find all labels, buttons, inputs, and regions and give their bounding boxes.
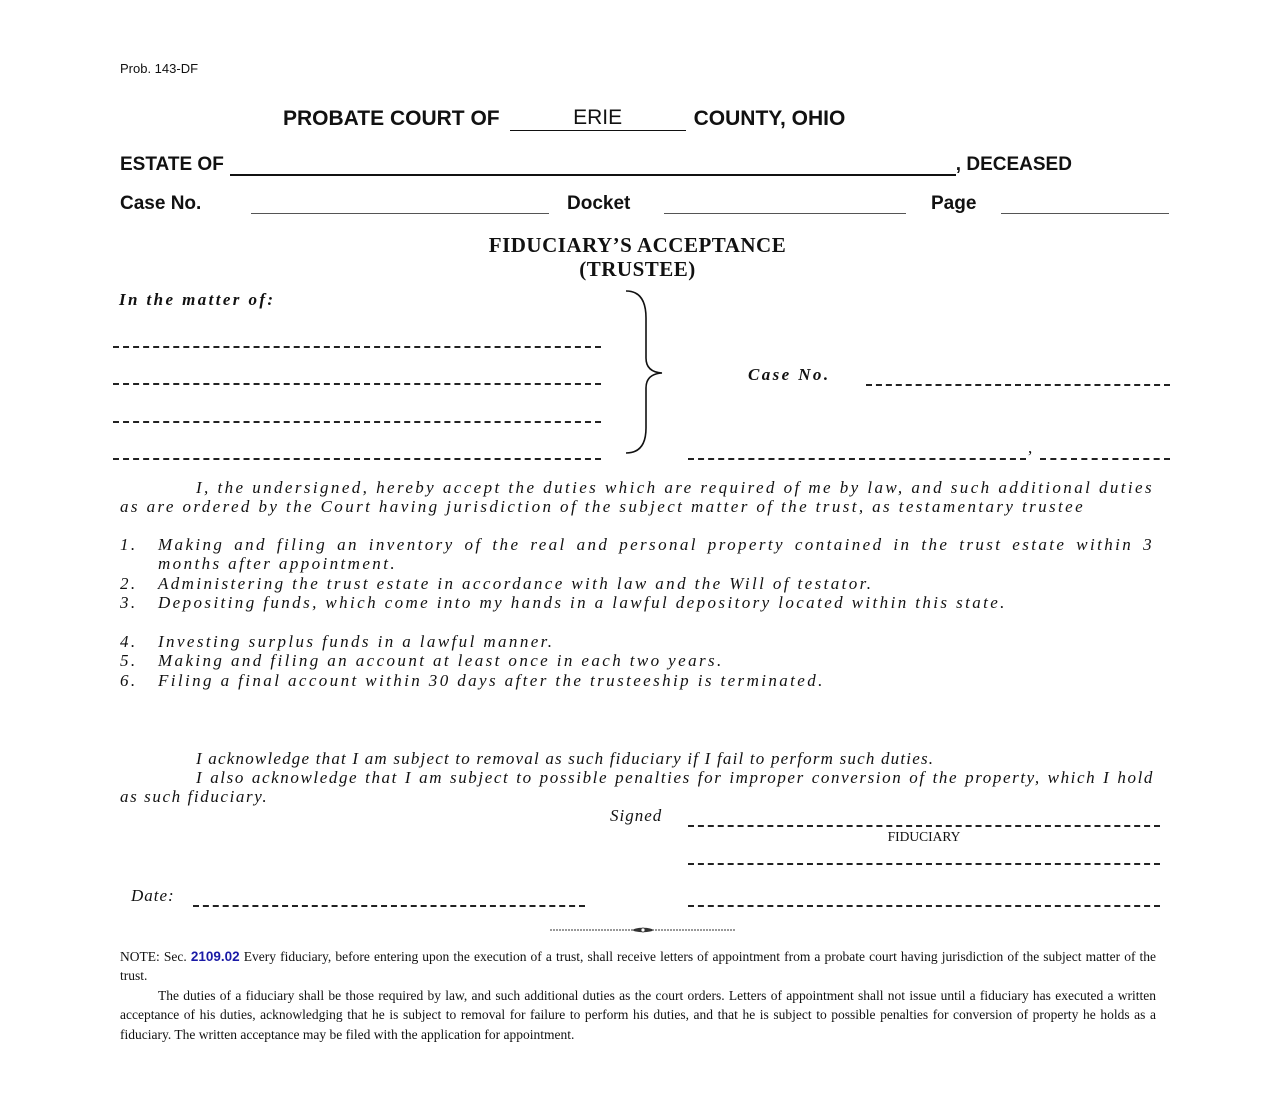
duty-item-4 — [120, 632, 1160, 651]
section-2109-02-link[interactable]: 2109.02 — [190, 949, 240, 964]
statute-note-1 — [120, 947, 1156, 986]
divider-ornament-icon — [548, 924, 738, 936]
court-suffix: COUNTY, OHIO — [693, 107, 846, 130]
case-no-label: Case No. — [120, 193, 202, 214]
signature-field[interactable] — [688, 825, 1160, 827]
court-prefix: PROBATE COURT OF — [283, 107, 500, 130]
duty-num: 4. — [120, 632, 138, 651]
statute-note-2: The duties of a fiduciary shall be those required by law, and such additional duties as the court orders. Letters of appointment shall not issue until a fiduciary has executed a written acceptance of his duties, acknowledging that he is subject to removal for failure to perform his duties, and that he is subject to possible penalties for conversion of property he holds as a fiduciary. The written acceptance may be filed with the application for appointment. — [120, 988, 1156, 1042]
duty-text: Depositing funds, which come into my hands in a lawful depository located within this state. — [158, 593, 1007, 612]
docket-label: Docket — [567, 193, 631, 214]
form-id: Prob. 143-DF — [120, 61, 199, 76]
case-no-field[interactable] — [251, 213, 549, 214]
matter-year-field[interactable] — [1040, 458, 1170, 460]
matter-case-field[interactable] — [866, 384, 1170, 386]
duty-text: Administering the trust estate in accordance with law and the Will of testator. — [158, 574, 874, 593]
duty-item-5 — [120, 651, 1160, 670]
matter-line-1[interactable] — [113, 346, 601, 348]
county-value: ERIE — [573, 106, 623, 129]
title-line-1: FIDUCIARY’S ACCEPTANCE — [488, 233, 787, 257]
docket-field[interactable] — [664, 213, 906, 214]
fiduciary-label: FIDUCIARY — [887, 829, 961, 844]
acknowledge-removal: I acknowledge that I am subject to removal as such fiduciary if I fail to perform such duties. — [196, 749, 935, 768]
matter-date-field[interactable] — [688, 458, 1026, 460]
note-para1: Every fiduciary, before entering upon the execution of a trust, shall receive letters of appointment from a probate court having jurisdiction of the subject matter of the trust. — [120, 949, 1157, 984]
duty-item-2 — [120, 574, 1160, 593]
duty-text: Investing surplus funds in a lawful manner. — [158, 632, 555, 651]
duty-num: 6. — [120, 671, 138, 690]
acceptance-intro: I, the undersigned, hereby accept the duties which are required of me by law, and such additional duties as are ordered by the Court having jurisdiction of the subject matter of the trust, as testamentary trustee — [120, 478, 1154, 516]
duty-num: 3. — [120, 593, 138, 612]
matter-label: In the matter of: — [119, 290, 276, 309]
matter-line-3[interactable] — [113, 421, 601, 423]
acknowledge-penalties: I also acknowledge that I am subject to possible penalties for improper conversion of the property, which I hold as such fiduciary. — [120, 768, 1154, 806]
deceased-label: , DECEASED — [955, 154, 1072, 175]
duty-num: 2. — [120, 574, 138, 593]
matter-case-label: Case No. — [748, 365, 831, 384]
date-field[interactable] — [193, 905, 585, 907]
signed-label: Signed — [610, 806, 663, 825]
duty-item-6 — [120, 671, 1160, 690]
date-label: Date: — [131, 886, 175, 905]
duty-num: 5. — [120, 651, 138, 670]
estate-label: ESTATE OF — [120, 154, 224, 175]
title-line-2: (TRUSTEE) — [579, 257, 696, 281]
form-title — [0, 233, 1275, 281]
page-field[interactable] — [1001, 213, 1169, 214]
matter-line-4[interactable] — [113, 458, 601, 460]
matter-line-2[interactable] — [113, 383, 601, 385]
court-heading — [283, 106, 845, 131]
county-field[interactable] — [510, 106, 686, 131]
fiduciary-name-field[interactable] — [688, 863, 1160, 865]
duty-text: Making and filing an inventory of the real and personal property contained in the trust estate within 3 months after appointment. — [158, 535, 1154, 573]
page-label: Page — [931, 193, 977, 214]
duty-item-1 — [120, 535, 1160, 573]
matter-comma: , — [1028, 438, 1033, 457]
duty-text: Making and filing an account at least once in each two years. — [158, 651, 724, 670]
estate-line — [120, 154, 1150, 176]
fiduciary-address-field[interactable] — [688, 905, 1160, 907]
duty-num: 1. — [120, 535, 138, 554]
brace-icon — [620, 288, 670, 456]
duty-item-3 — [120, 593, 1160, 612]
note-prefix: NOTE: Sec. — [120, 949, 187, 964]
estate-name-field[interactable] — [230, 154, 956, 176]
duty-text: Filing a final account within 30 days after the trusteeship is terminated. — [158, 671, 825, 690]
